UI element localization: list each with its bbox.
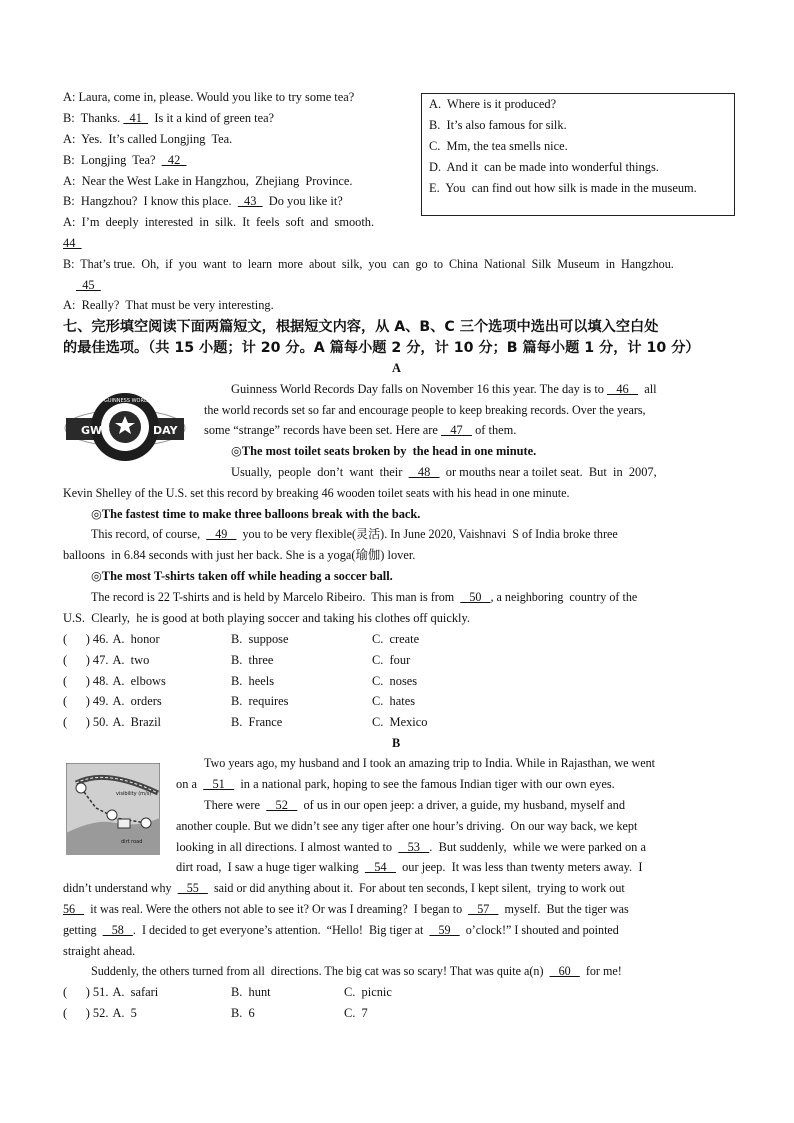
passage-a-text: balloons in 6.84 seconds with just her back. She is a yoga(瑜伽) lover.: [63, 548, 416, 562]
question-item: [63, 715, 161, 730]
dialogue-line: A: Really? That must be very interesting.: [63, 298, 274, 312]
text: Guinness World Records Day falls on November 16 this year. The day is to: [231, 382, 608, 396]
option-b: B. suppose: [231, 632, 289, 646]
subheading: ◎The most T-shirts taken off while heading a soccer ball.: [91, 569, 393, 583]
passage-b-text: [176, 840, 646, 855]
passage-label: A: [392, 361, 401, 375]
passage-b-text: straight ahead.: [63, 944, 136, 958]
question-item: [63, 653, 149, 668]
option-c: C. create: [372, 632, 420, 646]
map-label: visibility (m/s): [116, 791, 152, 797]
text: The record is 22 T-shirts and is held by Marcelo Ribeiro. This man is from: [91, 590, 461, 604]
option-c: C. Mexico: [372, 715, 428, 729]
text: This record, of course,: [91, 527, 207, 541]
text: myself. But the tiger was: [498, 902, 629, 916]
blank-47: 47: [441, 423, 473, 437]
blank-45: 45: [76, 278, 101, 292]
option-a: A. honor: [112, 632, 160, 646]
passage-a-text: [91, 527, 618, 542]
passage-a-text: [231, 382, 657, 397]
blank-48: 48: [408, 465, 440, 479]
dialogue-line: A: Laura, come in, please. Would you like to try some tea?: [63, 90, 355, 104]
blank-58: 58: [102, 923, 133, 937]
option-b: B. France: [231, 715, 283, 729]
blank-50: 50: [460, 590, 491, 604]
logo-left-text: GWR: [81, 424, 111, 437]
option-a: A. Brazil: [112, 715, 161, 729]
passage-b-text: [204, 798, 625, 813]
option-a: A. safari: [112, 985, 159, 999]
q-num: ( ) 52.: [63, 1006, 109, 1020]
map-label: dirt road: [121, 839, 143, 845]
passage-a-text: U.S. Clearly, he is good at both playing soccer and taking his clothes off quickly.: [63, 611, 470, 625]
dialogue-text: B: Hangzhou? I know this place.: [63, 194, 238, 208]
passage-a-text: Kevin Shelley of the U.S. set this record by breaking 46 wooden toilet seats with his head in one minute.: [63, 486, 570, 500]
text: o’clock!” I shouted and pointed: [459, 923, 619, 937]
option-e: E. You can find out how silk is made in the museum.: [429, 181, 697, 195]
dialogue-text: Is it a kind of green tea?: [148, 111, 275, 125]
passage-b-text: [176, 777, 615, 792]
option-b: B. heels: [231, 674, 275, 688]
question-item: [63, 694, 162, 709]
options-box: [421, 93, 735, 216]
blank-56: 56: [63, 902, 85, 916]
section-heading: 的最佳选项。（共 15 小题；计 20 分。A 篇每小题 2 分，计 10 分；B 篇每小题 1 分，计 10 分）: [63, 340, 700, 356]
passage-b-text: [63, 923, 619, 938]
blank-41: 41: [123, 111, 149, 125]
dialogue-line: [63, 194, 343, 209]
passage-a-text: [91, 590, 637, 605]
q-num: ( ) 47.: [63, 653, 109, 667]
option-a: A. 5: [112, 1006, 137, 1020]
text: There were: [204, 798, 267, 812]
text: Usually, people don’t want their: [231, 465, 409, 479]
option-c: C. Mm, the tea smells nice.: [429, 139, 568, 153]
option-b: B. 6: [231, 1006, 255, 1020]
text: it was real. Were the others not able to see it? Or was I dreaming? I began to: [84, 902, 469, 916]
text: or mouths near a toilet seat. But in 2007,: [439, 465, 657, 479]
text: our jeep. It was less than twenty meters away. I: [395, 860, 643, 874]
passage-b-text: another couple. But we didn’t see any tiger after one hour’s driving. On our way back, we kept: [176, 819, 638, 833]
text: some “strange” records have been set. Here are: [204, 423, 442, 437]
text: said or did anything about it. For about ten seconds, I kept silent, trying to work out: [207, 881, 625, 895]
q-num: ( ) 51.: [63, 985, 109, 999]
option-b: B. three: [231, 653, 274, 667]
dialogue-line: [63, 111, 274, 126]
blank-46: 46: [607, 382, 639, 396]
gwr-logo-image: [64, 384, 186, 470]
dialogue-text: B: Thanks.: [63, 111, 124, 125]
dialogue-line: A: Yes. It’s called Longjing Tea.: [63, 132, 233, 146]
passage-b-text: Two years ago, my husband and I took an amazing trip to India. While in Rajasthan, we went: [204, 756, 655, 770]
text: getting: [63, 923, 103, 937]
option-b: B. requires: [231, 694, 289, 708]
passage-b-text: [63, 881, 625, 896]
question-item: [63, 1006, 137, 1021]
passage-a-text: the world records set so far and encourage people to keep breaking records. Over the years,: [204, 403, 646, 417]
dialogue-text: Do you like it?: [262, 194, 343, 208]
blank-43: 43: [237, 194, 263, 208]
blank-53: 53: [398, 840, 430, 854]
question-item: [63, 632, 160, 647]
option-d: D. And it can be made into wonderful things.: [429, 160, 659, 174]
text: of them.: [472, 423, 517, 437]
q-num: ( ) 49.: [63, 694, 109, 708]
text: looking in all directions. I almost wanted to: [176, 840, 399, 854]
dialogue-text: B: Longjing Tea?: [63, 153, 162, 167]
section-heading: 七、完形填空阅读下面两篇短文，根据短文内容，从 A、B、C 三个选项中选出可以填入空白处: [63, 319, 659, 335]
dialogue-line: [63, 236, 82, 251]
question-item: [63, 674, 166, 689]
passage-b-text: [176, 860, 642, 875]
q-num: ( ) 46.: [63, 632, 109, 646]
blank-42: 42: [161, 153, 187, 167]
blank-44: 44: [63, 236, 82, 250]
option-a: A. two: [112, 653, 150, 667]
blank-57: 57: [468, 902, 499, 916]
option-c: C. four: [372, 653, 411, 667]
dialogue-line: A: I’m deeply interested in silk. It feels soft and smooth.: [63, 215, 375, 229]
option-a: A. orders: [112, 694, 162, 708]
q-num: ( ) 50.: [63, 715, 109, 729]
option-a: A. elbows: [112, 674, 166, 688]
subheading: ◎The fastest time to make three balloons break with the back.: [91, 507, 421, 521]
text: Suddenly, the others turned from all directions. The big cat was so scary! That was quite a(n): [91, 964, 550, 978]
passage-a-text: [231, 465, 657, 480]
dialogue-line: B: That’s true. Oh, if you want to learn more about silk, you can go to China National Silk Museum in Hangzhou.: [63, 257, 674, 271]
text: didn’t understand why: [63, 881, 178, 895]
text: in a national park, hoping to see the famous Indian tiger with our own eyes.: [234, 777, 615, 791]
option-c: C. picnic: [344, 985, 392, 999]
q-num: ( ) 48.: [63, 674, 109, 688]
blank-51: 51: [203, 777, 235, 791]
dialogue-line: [76, 278, 101, 293]
dialogue-line: A: Near the West Lake in Hangzhou, Zhejiang Province.: [63, 174, 353, 188]
text: you to be very flexible(灵活). In June 2020, Vaishnavi S of India broke three: [236, 527, 618, 541]
text: all: [638, 382, 657, 396]
option-b: B. It’s also famous for silk.: [429, 118, 567, 132]
text: . But suddenly, while we were parked on a: [429, 840, 646, 854]
blank-52: 52: [266, 798, 298, 812]
text: on a: [176, 777, 204, 791]
option-b: B. hunt: [231, 985, 271, 999]
option-c: C. noses: [372, 674, 418, 688]
logo-right-text: DAY: [153, 424, 178, 437]
text: dirt road, I saw a huge tiger walking: [176, 860, 365, 874]
dialogue-line: [63, 153, 186, 168]
text: of us in our open jeep: a driver, a guide, my husband, myself and: [297, 798, 626, 812]
text: . I decided to get everyone’s attention. “Hello! Big tiger at: [132, 923, 430, 937]
question-item: [63, 985, 158, 1000]
passage-b-text: [63, 902, 629, 917]
blank-54: 54: [364, 860, 396, 874]
subheading: ◎The most toilet seats broken by the head in one minute.: [231, 444, 537, 458]
blank-49: 49: [206, 527, 237, 541]
blank-59: 59: [429, 923, 460, 937]
text: for me!: [579, 964, 622, 978]
blank-55: 55: [177, 881, 208, 895]
passage-a-text: [204, 423, 516, 438]
blank-60: 60: [549, 964, 580, 978]
safari-map-image: [66, 763, 160, 855]
passage-b-text: [91, 964, 622, 979]
option-c: C. 7: [344, 1006, 368, 1020]
option-a: A. Where is it produced?: [429, 97, 557, 111]
text: , a neighboring country of the: [490, 590, 638, 604]
logo-ring-text: GUINNESS WORLD RECORDS: [104, 398, 177, 404]
option-c: C. hates: [372, 694, 416, 708]
passage-label: B: [392, 736, 401, 750]
